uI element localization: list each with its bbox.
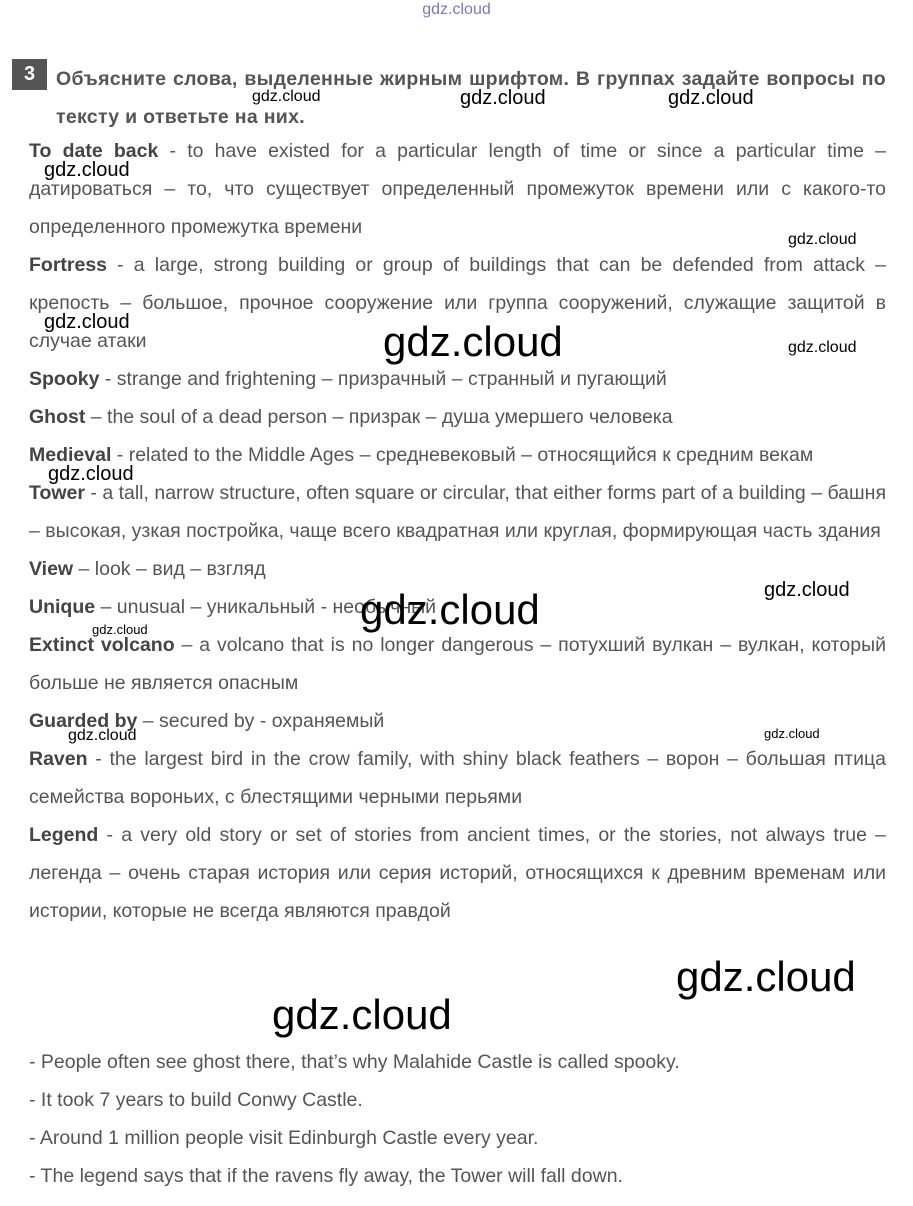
glossary-term: Legend (29, 824, 99, 846)
task-number-badge: 3 (12, 59, 47, 90)
glossary-term: To date back (29, 140, 159, 162)
glossary-term: Ghost (29, 406, 86, 428)
watermark: gdz.cloud (360, 586, 540, 633)
glossary-definition: - to have existed for a particular length of time or since a particular time – датироваться – то, что существует определенный промежуток времени или с какого-то определенного промежутка времени (29, 140, 886, 238)
watermark: gdz.cloud (48, 463, 134, 485)
watermark: gdz.cloud (676, 953, 856, 1000)
watermark: gdz.cloud (92, 622, 148, 637)
glossary-definition: – a volcano that is no longer dangerous – потухший вулкан – вулкан, который больше не является опасным (29, 634, 886, 694)
glossary-term: Medieval (29, 444, 112, 466)
answer-line: - People often see ghost there, that’s why Malahide Castle is called spooky. (29, 1051, 680, 1073)
task-title: Объясните слова, выделенные жирным шрифтом. В группах задайте вопросы по тексту и ответьте на них. (56, 68, 886, 128)
glossary-definition: - a tall, narrow structure, often square or circular, that either forms part of a building – башня – высокая, узкая постройка, чаще всего квадратная или круглая, формирующая часть здания (29, 482, 886, 542)
answer-line: - It took 7 years to build Conwy Castle. (29, 1089, 363, 1111)
answers-list (29, 1043, 889, 1195)
glossary-term: Raven (29, 748, 88, 770)
glossary-entry (29, 436, 886, 474)
watermark: gdz.cloud (252, 88, 321, 105)
glossary-entry (29, 474, 886, 550)
glossary-definition: - a very old story or set of stories from ancient times, or the stories, not always true – легенда – очень старая история или серия историй, относящихся к древним временам или истории, которые не всегда являются правдой (29, 824, 886, 922)
glossary-entry (29, 816, 886, 930)
glossary-entry (29, 398, 886, 436)
glossary-definition: - strange and frightening – призрачный – странный и пугающий (99, 368, 667, 390)
glossary-definition: - the largest bird in the crow family, with shiny black feathers – ворон – большая птица семейства вороньих, с блестящими черными перьями (29, 748, 886, 808)
glossary-definition: – the soul of a dead person – призрак – душа умершего человека (85, 406, 673, 428)
watermark: gdz.cloud (68, 727, 137, 744)
watermark: gdz.cloud (668, 87, 754, 109)
glossary-term: Tower (29, 482, 85, 504)
watermark-top: gdz.cloud (422, 1, 491, 18)
watermark: gdz.cloud (788, 339, 857, 356)
watermark: gdz.cloud (764, 579, 850, 601)
watermark: gdz.cloud (44, 311, 130, 333)
watermark: gdz.cloud (764, 726, 820, 741)
answer-line: - Around 1 million people visit Edinburgh Castle every year. (29, 1127, 539, 1149)
glossary-definition: – look – вид – взгляд (73, 558, 266, 580)
glossary-definition: - a large, strong building or group of buildings that can be defended from attack – крепость – большое, прочное сооружение или группа сооружений, служащие защитой в случае атаки (29, 254, 886, 352)
glossary-entry (29, 626, 886, 702)
watermark: gdz.cloud (44, 159, 130, 181)
glossary-entry (29, 550, 886, 588)
glossary-definition: - related to the Middle Ages – средневековый – относящийся к средним векам (111, 444, 814, 466)
watermark: gdz.cloud (272, 991, 452, 1038)
glossary-list (29, 132, 886, 930)
glossary-definition: – unusual – уникальный - необычный (95, 596, 437, 618)
glossary-term: Extinct volcano (29, 634, 175, 656)
glossary-entry (29, 132, 886, 246)
glossary-definition: – secured by - охраняемый (137, 710, 385, 732)
glossary-term: Fortress (29, 254, 108, 276)
glossary-term: View (29, 558, 74, 580)
watermark: gdz.cloud (788, 231, 857, 248)
glossary-entry (29, 702, 886, 740)
watermark: gdz.cloud (383, 318, 563, 365)
glossary-term: Spooky (29, 368, 100, 390)
glossary-entry (29, 740, 886, 816)
glossary-term: Unique (29, 596, 96, 618)
watermark: gdz.cloud (460, 87, 546, 109)
answer-line: - The legend says that if the ravens fly away, the Tower will fall down. (29, 1165, 623, 1187)
glossary-term: Guarded by (29, 710, 138, 732)
